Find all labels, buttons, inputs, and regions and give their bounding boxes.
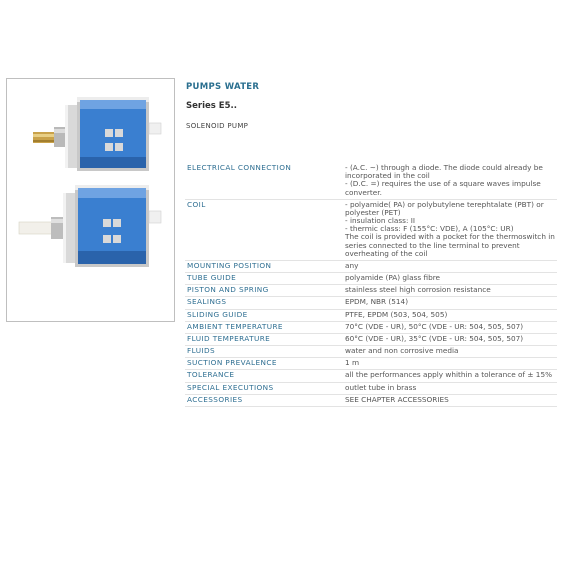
spec-label: SLIDING GUIDE <box>185 309 343 321</box>
spec-label: TUBE GUIDE <box>185 273 343 285</box>
spec-value <box>343 273 557 285</box>
spec-row <box>185 321 557 333</box>
series-title: Series E5.. <box>186 101 237 111</box>
spec-row <box>185 297 557 309</box>
spec-value-line: The coil is provided with a pocket for the thermoswitch in series connected to the line terminal to prevent overheating of the coil <box>345 232 555 258</box>
spec-value <box>343 297 557 309</box>
spec-value-line: 70°C (VDE - UR), 50°C (VDE - UR: 504, 505, 507) <box>345 321 524 331</box>
spec-label: COIL <box>185 199 343 260</box>
pump-top-image <box>33 97 161 171</box>
spec-label: AMBIENT TEMPERATURE <box>185 321 343 333</box>
spec-row <box>185 309 557 321</box>
category-title: PUMPS WATER <box>186 82 260 92</box>
spec-row <box>185 358 557 370</box>
spec-label: TOLERANCE <box>185 370 343 382</box>
spec-value-line: - insulation class: II <box>345 216 416 226</box>
spec-value-line: PTFE, EPDM (503, 504, 505) <box>345 309 448 319</box>
spec-value <box>343 358 557 370</box>
spec-value <box>343 199 557 260</box>
spec-value-line: - polyamide( PA) or polybutylene terephtalate (PBT) or polyester (PET) <box>345 199 544 217</box>
spec-value <box>343 321 557 333</box>
spec-value-line: water and non corrosive media <box>345 346 459 356</box>
spec-value <box>343 285 557 297</box>
spec-value-line: polyamide (PA) glass fibre <box>345 273 441 283</box>
spec-row <box>185 199 557 260</box>
spec-value <box>343 333 557 345</box>
spec-label: ACCESSORIES <box>185 394 343 406</box>
spec-row <box>185 333 557 345</box>
spec-value <box>343 309 557 321</box>
spec-value-line: any <box>345 260 359 270</box>
spec-value <box>343 346 557 358</box>
spec-value-line: stainless steel high corrosion resistance <box>345 285 491 295</box>
pump-illustration <box>7 79 174 321</box>
spec-label: SPECIAL EXECUTIONS <box>185 382 343 394</box>
specs-table <box>185 163 557 407</box>
spec-label: MOUNTING POSITION <box>185 260 343 272</box>
spec-row <box>185 260 557 272</box>
spec-label: FLUID TEMPERATURE <box>185 333 343 345</box>
spec-label: FLUIDS <box>185 346 343 358</box>
spec-row <box>185 370 557 382</box>
spec-value-line: SEE CHAPTER ACCESSORIES <box>345 394 449 404</box>
spec-value-line: all the performances apply whithin a tolerance of ± 15% <box>345 370 553 380</box>
pump-bottom-image <box>19 185 161 267</box>
spec-row <box>185 346 557 358</box>
spec-value-line: - thermic class: F (155°C: VDE), A (105°C: UR) <box>345 224 514 234</box>
spec-label: SUCTION PREVALENCE <box>185 358 343 370</box>
spec-value <box>343 370 557 382</box>
spec-value <box>343 260 557 272</box>
spec-label: PISTON AND SPRING <box>185 285 343 297</box>
spec-row <box>185 273 557 285</box>
spec-value-line: - (D.C. =) requires the use of a square waves impulse converter. <box>345 179 541 197</box>
spec-label: SEALINGS <box>185 297 343 309</box>
spec-label: ELECTRICAL CONNECTION <box>185 163 343 199</box>
spec-value <box>343 163 557 199</box>
spec-value <box>343 394 557 406</box>
spec-value-line: 1 m <box>345 358 360 368</box>
product-photo <box>6 78 175 322</box>
spec-row <box>185 394 557 406</box>
spec-value <box>343 382 557 394</box>
spec-row <box>185 163 557 199</box>
spec-value-line: 60°C (VDE - UR), 35°C (VDE - UR: 504, 505, 507) <box>345 333 524 343</box>
spec-value-line: outlet tube in brass <box>345 382 417 392</box>
spec-row <box>185 285 557 297</box>
spec-value-line: EPDM, NBR (514) <box>345 297 409 307</box>
spec-value-line: - (A.C. ~) through a diode. The diode could already be incorporated in the coil <box>345 163 543 181</box>
product-subtitle: SOLENOID PUMP <box>186 122 249 130</box>
spec-row <box>185 382 557 394</box>
